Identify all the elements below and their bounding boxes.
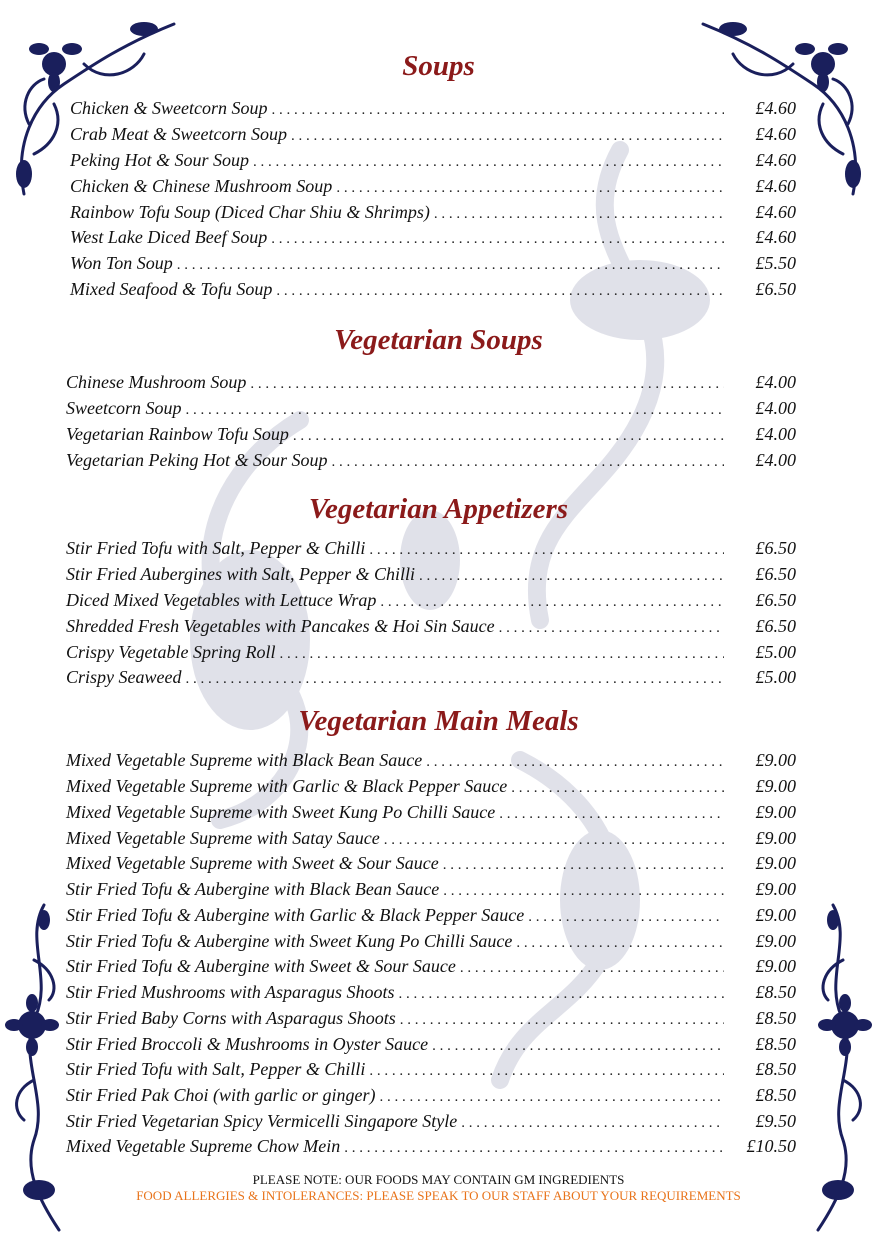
menu-item-price: £9.00 (755, 956, 796, 976)
menu-item-name: Crispy Vegetable Spring Roll (66, 642, 276, 662)
menu-item-name: Crispy Seaweed (66, 667, 182, 687)
menu-item-name: Stir Fried Tofu & Aubergine with Black Bean Sauce (66, 879, 440, 899)
menu-item (66, 639, 796, 665)
menu-item (66, 613, 796, 639)
leader-dots (253, 149, 724, 175)
menu-item-name: Crab Meat & Sweetcorn Soup (70, 124, 287, 144)
menu-item-name: Shredded Fresh Vegetables with Pancakes & Hoi Sin Sauce (66, 616, 495, 636)
menu-item-name: Rainbow Tofu Soup (Diced Char Shiu & Shrimps) (70, 202, 430, 222)
menu-item (70, 173, 796, 199)
menu-item-price: £4.60 (755, 202, 796, 222)
menu-item-price: £8.50 (755, 1008, 796, 1028)
menu-item (66, 1133, 796, 1159)
menu-item-price: £4.00 (755, 398, 796, 418)
leader-dots (331, 449, 724, 475)
allergy-note: FOOD ALLERGIES & INTOLERANCES: PLEASE SPEAK TO OUR STAFF ABOUT YOUR REQUIREMENTS (136, 1188, 741, 1203)
menu-item-price: £6.50 (755, 279, 796, 299)
menu-item-name: Stir Fried Vegetarian Spicy Vermicelli Singapore Style (66, 1111, 458, 1131)
menu-item (66, 902, 796, 928)
menu-item (66, 395, 796, 421)
leader-dots (380, 589, 724, 615)
leader-dots (511, 775, 724, 801)
menu-item (66, 1031, 796, 1057)
menu-item-price: £8.50 (755, 982, 796, 1002)
section-title-soups: Soups (402, 50, 475, 82)
leader-dots (271, 226, 724, 252)
leader-dots (276, 278, 724, 304)
menu-item-price: £10.50 (746, 1136, 796, 1156)
menu-item-price: £4.60 (755, 176, 796, 196)
leader-dots (344, 1135, 724, 1161)
menu-item-price: £6.50 (755, 590, 796, 610)
menu-item (70, 276, 796, 302)
menu-item-name: Mixed Vegetable Supreme Chow Mein (66, 1136, 341, 1156)
section-title-vegetarian-main-meals: Vegetarian Main Meals (298, 705, 579, 737)
leader-dots (185, 397, 724, 423)
leader-dots (528, 904, 724, 930)
menu-item-price: £4.00 (755, 424, 796, 444)
menu-item-price: £4.60 (755, 98, 796, 118)
menu-item-price: £8.50 (755, 1085, 796, 1105)
menu-item-price: £8.50 (755, 1034, 796, 1054)
menu-item-name: Stir Fried Aubergines with Salt, Pepper & Chilli (66, 564, 415, 584)
menu-item-price: £6.50 (755, 564, 796, 584)
menu-item (70, 250, 796, 276)
menu-item-name: Chicken & Chinese Mushroom Soup (70, 176, 333, 196)
menu-item (66, 825, 796, 851)
menu-item-price: £6.50 (755, 616, 796, 636)
menu-item (66, 1082, 796, 1108)
menu-item-name: Stir Fried Tofu & Aubergine with Sweet & Sour Sauce (66, 956, 456, 976)
menu-item-name: Diced Mixed Vegetables with Lettuce Wrap (66, 590, 377, 610)
menu-item-name: Stir Fried Tofu & Aubergine with Sweet Kung Po Chilli Sauce (66, 931, 513, 951)
menu-item-price: £9.00 (755, 905, 796, 925)
menu-item-name: Won Ton Soup (70, 253, 173, 273)
menu-item (66, 953, 796, 979)
menu-item-price: £9.00 (755, 828, 796, 848)
gm-ingredients-note: PLEASE NOTE: OUR FOODS MAY CONTAIN GM INGREDIENTS (252, 1172, 625, 1187)
menu-item-price: £5.00 (755, 642, 796, 662)
menu-item-price: £9.00 (755, 931, 796, 951)
leader-dots (369, 537, 724, 563)
leader-dots (460, 955, 724, 981)
menu-item-name: Vegetarian Rainbow Tofu Soup (66, 424, 289, 444)
menu-item-name: West Lake Diced Beef Soup (70, 227, 268, 247)
section-title-vegetarian-appetizers: Vegetarian Appetizers (308, 493, 569, 525)
leader-dots (336, 175, 724, 201)
menu-item-name: Mixed Vegetable Supreme with Garlic & Black Pepper Sauce (66, 776, 508, 796)
leader-dots (379, 1084, 724, 1110)
leader-dots (271, 97, 724, 123)
leader-dots (250, 371, 724, 397)
leader-dots (177, 252, 724, 278)
leader-dots (419, 563, 724, 589)
menu-item-name: Stir Fried Tofu with Salt, Pepper & Chilli (66, 1059, 366, 1079)
menu-item (70, 95, 796, 121)
menu-item (66, 850, 796, 876)
menu-item (66, 447, 796, 473)
menu-item (70, 224, 796, 250)
menu-item-name: Mixed Vegetable Supreme with Sweet & Sour Sauce (66, 853, 439, 873)
menu-item-price: £5.50 (755, 253, 796, 273)
menu-item-price: £9.00 (755, 879, 796, 899)
leader-dots (443, 878, 724, 904)
menu-item (66, 421, 796, 447)
menu-item (66, 773, 796, 799)
leader-dots (499, 615, 724, 641)
menu-item-price: £9.50 (755, 1111, 796, 1131)
menu-item (66, 876, 796, 902)
menu-item-price: £9.00 (755, 802, 796, 822)
menu-item-name: Peking Hot & Sour Soup (70, 150, 249, 170)
menu-item-price: £4.60 (755, 227, 796, 247)
leader-dots (369, 1058, 724, 1084)
menu-item (66, 587, 796, 613)
menu-item-name: Stir Fried Tofu with Salt, Pepper & Chilli (66, 538, 366, 558)
leader-dots (499, 801, 724, 827)
menu-item-name: Stir Fried Pak Choi (with garlic or ginger) (66, 1085, 376, 1105)
menu-item-name: Mixed Seafood & Tofu Soup (70, 279, 273, 299)
menu-item (66, 369, 796, 395)
menu-item-name: Stir Fried Broccoli & Mushrooms in Oyster Sauce (66, 1034, 429, 1054)
menu-item-price: £4.60 (755, 124, 796, 144)
menu-item-price: £9.00 (755, 776, 796, 796)
menu-item-name: Stir Fried Tofu & Aubergine with Garlic & Black Pepper Sauce (66, 905, 525, 925)
leader-dots (291, 123, 724, 149)
menu-item-price: £4.00 (755, 372, 796, 392)
menu-item (66, 747, 796, 773)
section-title-vegetarian-soups: Vegetarian Soups (334, 324, 543, 356)
leader-dots (443, 852, 724, 878)
menu-item (66, 1005, 796, 1031)
menu-item (70, 199, 796, 225)
menu-item (66, 1056, 796, 1082)
leader-dots (399, 981, 724, 1007)
menu-item (66, 1108, 796, 1134)
menu-item-name: Vegetarian Peking Hot & Sour Soup (66, 450, 328, 470)
menu-item (66, 664, 796, 690)
menu-item (70, 147, 796, 173)
menu-item-name: Chinese Mushroom Soup (66, 372, 247, 392)
leader-dots (400, 1007, 724, 1033)
leader-dots (293, 423, 724, 449)
menu-item (66, 799, 796, 825)
menu-item-price: £9.00 (755, 853, 796, 873)
leader-dots (185, 666, 724, 692)
menu-item-name: Stir Fried Baby Corns with Asparagus Shoots (66, 1008, 396, 1028)
leader-dots (426, 749, 724, 775)
menu-item-name: Chicken & Sweetcorn Soup (70, 98, 268, 118)
menu-item (70, 121, 796, 147)
menu-item-price: £9.00 (755, 750, 796, 770)
menu-item-price: £5.00 (755, 667, 796, 687)
menu-item-name: Stir Fried Mushrooms with Asparagus Shoots (66, 982, 395, 1002)
menu-item-name: Sweetcorn Soup (66, 398, 182, 418)
menu-item (66, 535, 796, 561)
menu-item (66, 561, 796, 587)
menu-item-price: £4.00 (755, 450, 796, 470)
menu-item-name: Mixed Vegetable Supreme with Black Bean Sauce (66, 750, 423, 770)
menu-item-price: £4.60 (755, 150, 796, 170)
menu-item (66, 979, 796, 1005)
menu-item-price: £8.50 (755, 1059, 796, 1079)
menu-item-name: Mixed Vegetable Supreme with Satay Sauce (66, 828, 380, 848)
menu-item (66, 928, 796, 954)
menu-item-price: £6.50 (755, 538, 796, 558)
menu-item-name: Mixed Vegetable Supreme with Sweet Kung Po Chilli Sauce (66, 802, 496, 822)
